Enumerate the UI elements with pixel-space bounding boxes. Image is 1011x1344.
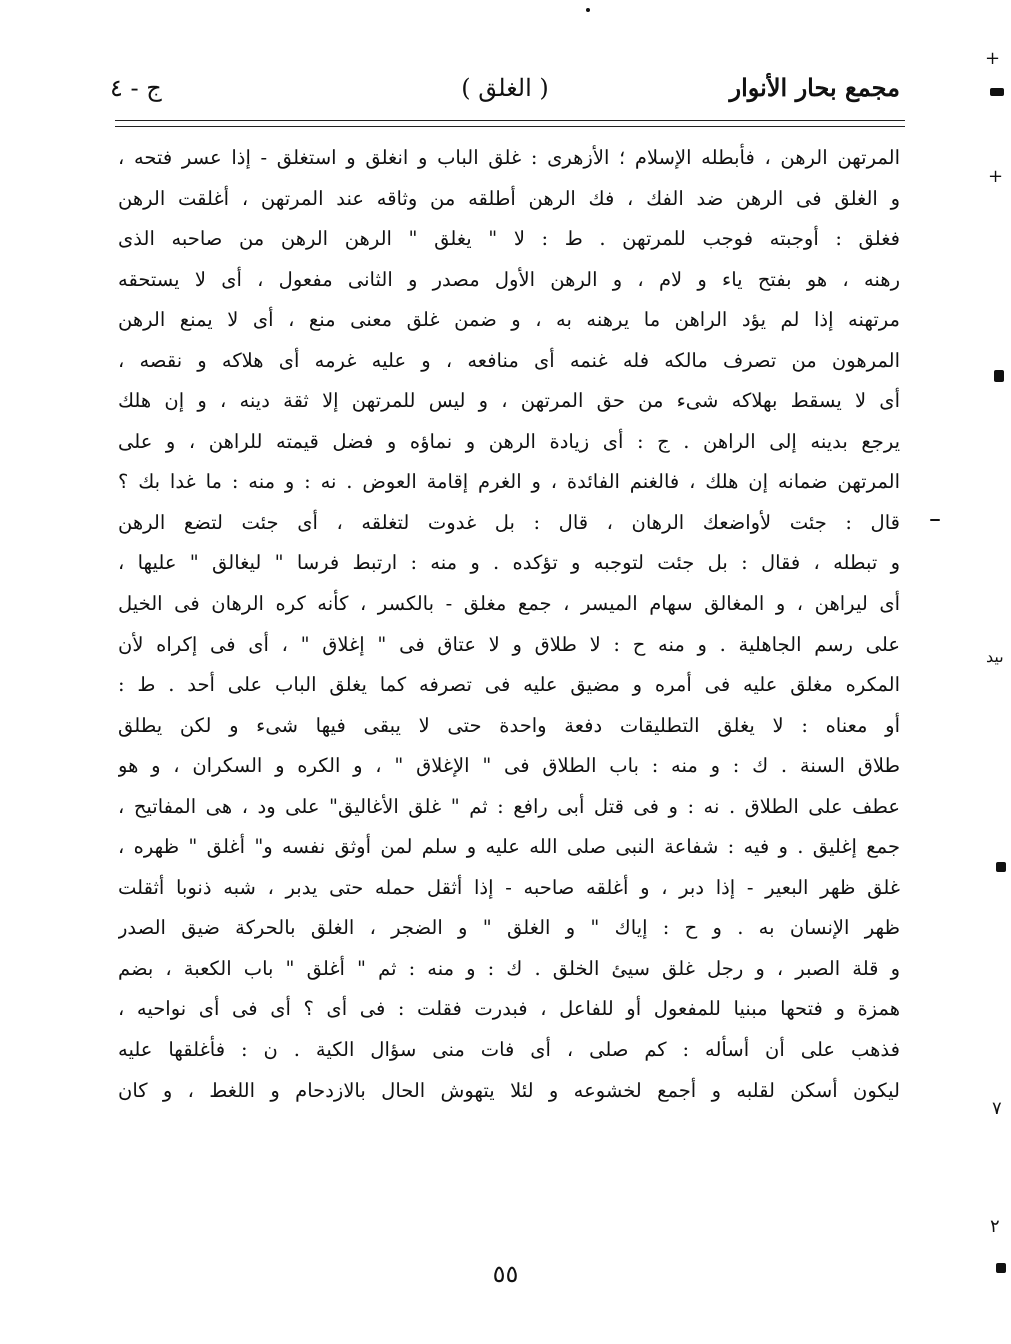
header-rule-top xyxy=(115,120,905,121)
text-line: يرجع بدينه إلى الراهن . ج : أى زيادة الرهن و نماؤه و فضل قيمته للراهن ، و على xyxy=(118,429,900,453)
text-line: المرتهن ضمانه إن هلك ، فالغنم الفائدة ، و الغرم إقامة العوض . نه : و منه : ما غدا بك ؟ xyxy=(118,470,900,494)
text-line: المكره مغلق عليه فى أمره و مضيق عليه فى تصرفه كما يغلق الباب على أحد . ط : xyxy=(118,673,900,697)
margin-mark-glyph: ٧ xyxy=(992,1098,1002,1119)
text-line: غلق ظهر البعير - إذا دبر ، و أغلقه صاحبه - إذا أثقل حمله حتى يدبر ، شبه ذنوبا أثقلت xyxy=(118,875,900,899)
margin-mark-glyph: ىيد xyxy=(986,647,1004,666)
text-line: و الغلق فى الرهن ضد الفك ، فك الرهن أطلقه من وثاقه عند المرتهن ، أغلقت الرهن xyxy=(118,186,900,210)
text-line: قال : جئت لأواضعك الرهان ، قال : بل غدوت لتغلقه ، أى جئت لتضع الرهن xyxy=(118,510,900,534)
page-header xyxy=(110,70,900,110)
text-line: همزة و فتحها مبنيا للمفعول أو للفاعل ، فبدرت فقلت : فى أى ؟ أى فى أى نواحيه ، xyxy=(118,997,900,1021)
margin-mark-cross: + xyxy=(985,48,1001,69)
margin-dash xyxy=(930,519,940,521)
text-line: فذهب على أن أسأله : كم صلى ، أى فات منى سؤال الكية . ن : فأغلقها عليه xyxy=(118,1038,900,1062)
page-number: ٥٥ xyxy=(492,1260,519,1288)
entry-title: ( الغلق ) xyxy=(461,74,549,102)
margin-mark-glyph: ٢ xyxy=(990,1216,1000,1237)
text-line: عطف على الطلاق . نه : و فى قتل أبى رافع : ثم " غلق الأغاليق" على ود ، هى المفاتيح ، xyxy=(118,794,900,818)
text-line: جمع إغليق . و فيه : شفاعة النبى صلى الله عليه و سلم لمن أوثق نفسه و" أغلق " ظهره ، xyxy=(118,835,900,859)
header-rule-bottom xyxy=(115,126,905,127)
text-line: و تبطله ، فقال : بل جئت لتوجبه و تؤكده . و منه : ارتبط فرسا " ليغالق " عليها ، xyxy=(118,551,900,575)
text-line: رهنه ، هو بفتح ياء و لام ، و الرهن الأول مصدر و الثانى مفعول ، أى لا يستحقه xyxy=(118,267,900,291)
text-line: فغلق : أوجبته فوجب للمرتهن . ط : لا " يغلق " الرهن الرهن من صاحبه الذى xyxy=(118,227,900,251)
book-title: مجمع بحار الأنوار xyxy=(729,73,900,102)
margin-mark-cross: + xyxy=(988,166,1004,187)
margin-mark-bar xyxy=(996,1263,1006,1273)
margin-mark-bar xyxy=(990,88,1004,96)
text-line: المرتهن الرهن ، فأبطله الإسلام ؛ الأزهرى : غلق الباب و انغلق و استغلق - إذا عسر فتحه ، xyxy=(118,146,900,169)
text-line: أى ليراهن ، و المغالق سهام الميسر ، جمع مغلق - بالكسر ، كأنه كره الرهان فى الخيل xyxy=(118,592,900,616)
text-line: ظهر الإنسان به . و ح : إياك " و الغلق " و الضجر ، الغلق بالحركة ضيق الصدر xyxy=(118,916,900,940)
text-line: طلاق السنة . ك : و منه : باب الطلاق فى " الإغلاق " ، و الكره و السكران ، و هو xyxy=(118,754,900,778)
text-line: المرهون من تصرف مالكه فله غنمه أى منافعه ، و عليه غرمه أى هلاكه و نقصه ، xyxy=(118,348,900,372)
scan-speck xyxy=(586,8,590,12)
text-line: على رسم الجاهلية . و منه ح : لا طلاق و لا عتاق فى " إغلاق " ، أى فى إكراه لأن xyxy=(118,632,900,656)
text-line: أى لا يسقط بهلاكه شىء من حق المرتهن ، و ليس للمرتهن إلا ثقة دينه ، و إن هلك xyxy=(118,389,900,413)
margin-mark-bar xyxy=(996,862,1006,872)
text-line: مرتهنه إذا لم يؤد الراهن ما يرهنه به ، و ضمن غلق معنى منع ، أى لا يمنع الرهن xyxy=(118,308,900,332)
text-line: و قلة الصبر ، و رجل غلق سيئ الخلق . ك : و منه : ثم " أغلق " باب الكعبة ، بضم xyxy=(118,956,900,980)
text-line: ليكون أسكن لقلبه و أجمع لخشوعه و لئلا يتهوش الحال بالازدحام و اللغط ، و كان xyxy=(118,1078,900,1102)
volume-label: ج - ٤ xyxy=(110,74,162,102)
body-text xyxy=(118,138,900,1111)
margin-mark-bar xyxy=(994,370,1004,382)
text-line: أو معناه : لا يغلق التطليقات دفعة واحدة حتى لا يبقى فيها شىء و لكن يطلق xyxy=(118,713,900,737)
